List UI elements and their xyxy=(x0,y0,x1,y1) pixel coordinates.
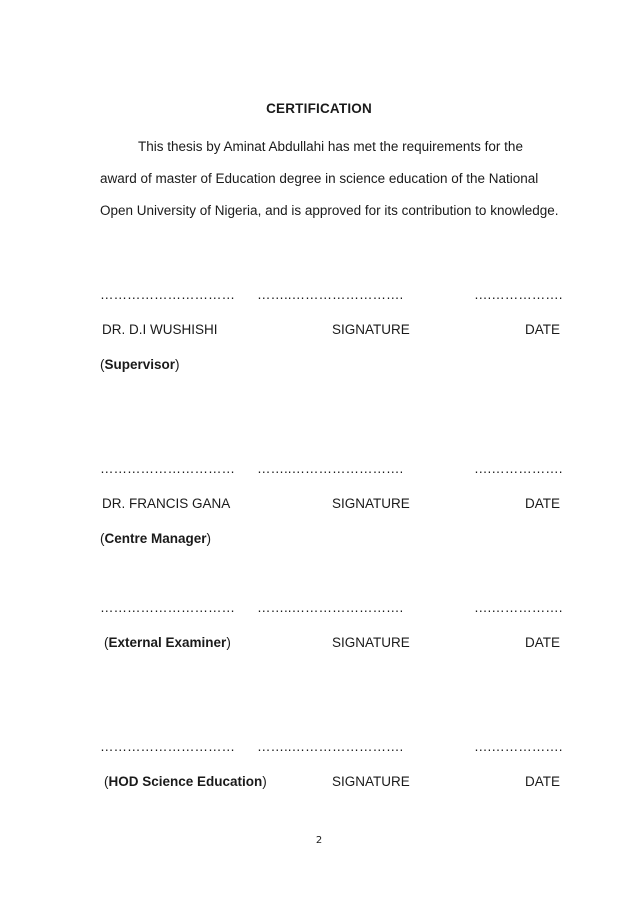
paragraph-line-1: This thesis by Aminat Abdullahi has met the requirements for the xyxy=(138,139,523,154)
signature-dotted-line-row xyxy=(100,600,570,620)
signature-dotted-line-row xyxy=(100,461,570,481)
name-dotted-line: ………………………… xyxy=(100,739,235,754)
signature-label: SIGNATURE xyxy=(332,322,410,337)
page-number: 2 xyxy=(315,835,323,846)
signatory-row-supervisor xyxy=(100,322,570,342)
signatory-name: DR. FRANCIS GANA xyxy=(102,496,231,511)
signature-dotted-line-row xyxy=(100,739,570,759)
date-label: DATE xyxy=(525,774,561,789)
paragraph-line-3: Open University of Nigeria, and is approved for its contribution to knowledge. xyxy=(100,203,559,218)
role-text: Supervisor xyxy=(104,357,176,372)
signature-label: SIGNATURE xyxy=(332,635,410,650)
date-label: DATE xyxy=(525,635,561,650)
role-text: HOD Science Education xyxy=(108,774,263,789)
date-dotted-line: ….……………. xyxy=(474,739,563,754)
name-dotted-line: ………………………… xyxy=(100,461,235,476)
signature-label: SIGNATURE xyxy=(332,774,410,789)
signatory-role-supervisor: (Supervisor) xyxy=(100,357,180,372)
certification-heading: CERTIFICATION xyxy=(266,101,372,116)
signatory-row-centre-manager xyxy=(100,496,570,516)
name-dotted-line: ………………………… xyxy=(100,287,235,302)
signatory-role-hod: (HOD Science Education) xyxy=(104,774,267,789)
signature-dotted-line: ……..……………………. xyxy=(257,461,404,476)
date-dotted-line: ….……………. xyxy=(474,600,563,615)
signatory-role-centre-manager: (Centre Manager) xyxy=(100,531,212,546)
date-dotted-line: ….……………. xyxy=(474,287,563,302)
signature-dotted-line: ……..……………………. xyxy=(257,739,404,754)
name-dotted-line: ………………………… xyxy=(100,600,235,615)
signatory-row-hod xyxy=(100,774,570,794)
paragraph-line-2: award of master of Education degree in science education of the National xyxy=(100,171,539,186)
signature-dotted-line-row xyxy=(100,287,570,307)
date-label: DATE xyxy=(525,496,561,511)
signature-dotted-line: ……..……………………. xyxy=(257,600,404,615)
certification-paragraph xyxy=(100,131,580,227)
signature-label: SIGNATURE xyxy=(332,496,410,511)
signatory-role-external-examiner: (External Examiner) xyxy=(104,635,231,650)
signatory-row-external-examiner xyxy=(100,635,570,655)
role-text: External Examiner xyxy=(108,635,227,650)
signatory-name: DR. D.I WUSHISHI xyxy=(102,322,218,337)
role-text: Centre Manager xyxy=(104,531,207,546)
signature-dotted-line: ……..……………………. xyxy=(257,287,404,302)
date-dotted-line: ….……………. xyxy=(474,461,563,476)
date-label: DATE xyxy=(525,322,561,337)
